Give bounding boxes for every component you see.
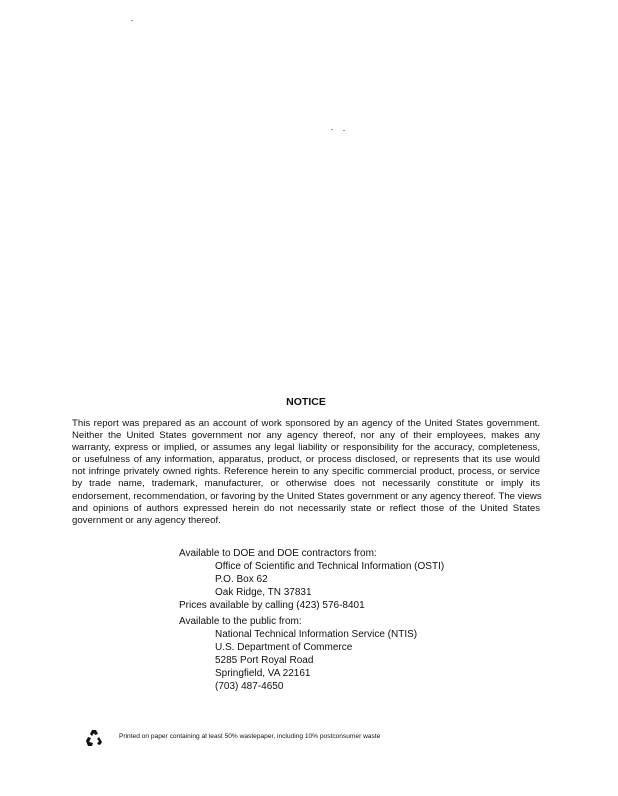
address-line: 5285 Port Royal Road: [215, 655, 314, 666]
public-heading: Available to the public from:: [179, 616, 302, 627]
scan-speck: [331, 129, 333, 130]
prices-line: Prices available by calling (423) 576-8401: [179, 600, 365, 611]
address-line: Oak Ridge, TN 37831: [215, 587, 312, 598]
paragraph-line: This report was prepared as an account of work sponsored by an agency of the United States government.: [72, 418, 540, 429]
paragraph-line: not infringe privately owned rights. Reference herein to any specific commercial product, process, or service: [72, 466, 540, 478]
paragraph-line: or usefulness of any information, apparatus, product, or process disclosed, or represents that its use would: [72, 454, 540, 466]
paragraph-line: warranty, express or implied, or assumes any legal liability or responsibility for the accuracy, completeness,: [72, 442, 540, 454]
address-line: Springfield, VA 22161: [215, 668, 311, 679]
notice-title: NOTICE: [286, 396, 326, 408]
paragraph-line: government or any agency thereof.: [72, 514, 221, 526]
scan-speck: [343, 130, 345, 131]
address-line: Office of Scientific and Technical Information (OSTI): [215, 561, 445, 572]
doe-availability: [179, 547, 444, 612]
address-line: National Technical Information Service (NTIS): [215, 629, 418, 640]
public-availability: [179, 615, 417, 693]
notice-paragraph: [72, 418, 540, 527]
paragraph-line: endorsement, recommendation, or favoring by the United States government or any agency thereof. The views: [72, 490, 542, 502]
address-line: U.S. Department of Commerce: [215, 642, 353, 653]
address-line: (703) 487-4650: [215, 681, 284, 692]
paragraph-line: by trade name, trademark, manufacturer, or otherwise does not necessarily constitute or imply its: [72, 478, 540, 490]
doe-heading: Available to DOE and DOE contractors from:: [179, 548, 377, 559]
address-line: P.O. Box 62: [215, 574, 268, 585]
recycle-icon: [84, 728, 104, 748]
paragraph-line: and opinions of authors expressed herein do not necessarily state or reflect those of the United States: [72, 502, 540, 514]
paragraph-line: Neither the United States government nor any agency thereof, nor any of their employees, makes any: [72, 430, 540, 442]
recycled-paper-note: Printed on paper containing at least 50% wastepaper, including 10% postconsumer waste: [119, 733, 381, 740]
scan-speck: [131, 20, 133, 21]
